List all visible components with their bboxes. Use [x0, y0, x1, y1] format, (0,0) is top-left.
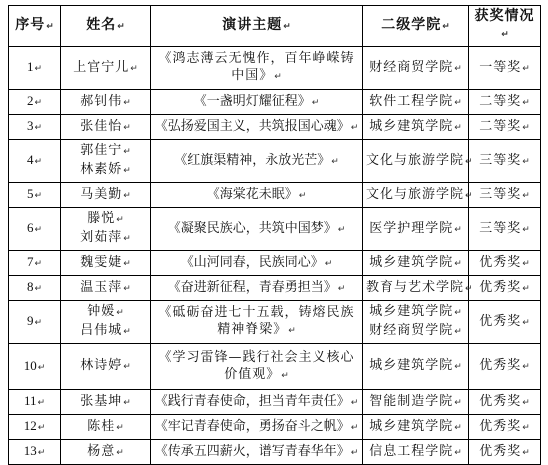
paragraph-mark: ↵	[522, 63, 530, 74]
paragraph-mark: ↵	[116, 447, 124, 458]
cell-topic	[151, 276, 363, 301]
speaker-name: 马美勤	[80, 186, 123, 202]
college-line	[366, 152, 473, 171]
table-row	[9, 115, 541, 140]
paragraph-mark: ↵	[522, 422, 530, 433]
college-name: 城乡建筑学院	[369, 304, 454, 319]
award-level: 优秀奖	[479, 393, 522, 409]
cell-college	[363, 251, 469, 276]
paragraph-mark: ↵	[454, 447, 462, 458]
speaker-name: 张佳怡	[80, 118, 123, 134]
row-number: 8	[26, 279, 34, 294]
college-line	[366, 393, 465, 412]
paragraph-mark: ↵	[117, 21, 125, 32]
speaker-name: 张基坤	[80, 393, 123, 409]
cell-number	[9, 47, 61, 90]
paragraph-mark: ↵	[123, 190, 131, 201]
paragraph-mark: ↵	[454, 258, 462, 269]
cell-number	[9, 276, 61, 301]
cell-college	[363, 140, 473, 183]
table-row	[9, 183, 541, 208]
paragraph-mark: ↵	[34, 64, 43, 74]
speaker-name: 郭佳宁	[80, 143, 123, 158]
paragraph-mark: ↵	[34, 123, 43, 133]
award-level: 二等奖	[479, 118, 522, 134]
cell-number	[9, 90, 61, 115]
row-number: 9	[26, 313, 34, 328]
college-name: 城乡建筑学院	[369, 118, 454, 134]
speech-topic: 《红旗渠精神，永放光芒》	[174, 152, 331, 168]
college-name: 文化与旅游学院	[366, 152, 465, 168]
paragraph-mark: ↵	[274, 72, 282, 82]
table-row	[9, 47, 541, 90]
table-row	[9, 140, 541, 183]
speech-topic: 《山河同春，民族同心》	[180, 254, 324, 270]
paragraph-mark: ↵	[337, 283, 346, 294]
table-row	[9, 344, 541, 390]
college-name: 城乡建筑学院	[369, 358, 454, 373]
college-line	[366, 322, 465, 341]
cell-award	[469, 415, 541, 440]
header-topic	[151, 6, 363, 47]
cell-college	[363, 344, 469, 390]
cell-award	[469, 115, 541, 140]
paragraph-mark: ↵	[123, 258, 131, 269]
name-line	[64, 254, 147, 273]
paragraph-mark: ↵	[123, 234, 131, 244]
name-line	[64, 93, 147, 112]
speech-topic: 《弘扬爱国主义，共筑报国心魂》	[154, 118, 350, 134]
header-award-label: 获奖情况	[474, 8, 535, 24]
paragraph-mark: ↵	[522, 258, 530, 269]
college-line	[366, 418, 465, 437]
name-line	[64, 357, 147, 376]
paragraph-mark: ↵	[350, 447, 359, 458]
cell-topic	[151, 301, 363, 344]
paragraph-mark: ↵	[34, 98, 43, 108]
row-number: 6	[26, 220, 34, 235]
header-topic-label: 演讲主题	[222, 16, 283, 33]
table-row	[9, 415, 541, 440]
speech-topic: 《牢记青春使命，勇扬奋斗之帆》	[154, 418, 350, 434]
paragraph-mark: ↵	[123, 166, 131, 176]
speech-topic: 《学习雷锋—践行社会主义核心价值观》	[158, 349, 355, 382]
cell-topic	[151, 47, 363, 90]
paragraph-mark: ↵	[465, 190, 473, 201]
cell-award	[469, 183, 541, 208]
college-name: 医学护理学院	[369, 220, 454, 236]
name-line	[64, 418, 147, 437]
paragraph-mark: ↵	[37, 448, 46, 458]
cell-award	[469, 251, 541, 276]
college-line	[366, 220, 465, 239]
cell-number	[9, 301, 61, 344]
paragraph-mark: ↵	[298, 190, 307, 201]
paragraph-mark: ↵	[522, 317, 530, 328]
cell-name	[61, 301, 151, 344]
cell-college	[363, 208, 469, 251]
cell-college	[363, 390, 469, 415]
speaker-name: 吕伟城	[80, 323, 123, 338]
speech-topic: 《传承五四薪火，谱写青春华年》	[154, 443, 350, 459]
table-row	[9, 390, 541, 415]
paragraph-mark: ↵	[34, 259, 43, 269]
award-level: 优秀奖	[479, 313, 522, 329]
speech-topic: 《凝聚民族心，共筑中国梦》	[167, 220, 337, 236]
college-name: 财经商贸学院	[369, 59, 454, 75]
cell-award	[469, 276, 541, 301]
awards-table	[8, 5, 541, 465]
paragraph-mark: ↵	[37, 398, 46, 408]
paragraph-mark: ↵	[283, 21, 291, 32]
award-level: 三等奖	[479, 152, 522, 168]
cell-college	[363, 183, 473, 208]
cell-topic	[151, 440, 363, 465]
cell-name	[61, 208, 151, 251]
paragraph-mark: ↵	[34, 191, 43, 201]
speech-topic: 《践行青春使命，担当青年责任》	[154, 393, 350, 409]
paragraph-mark: ↵	[337, 224, 346, 235]
college-name: 文化与旅游学院	[366, 186, 465, 202]
table-row	[9, 440, 541, 465]
paragraph-mark: ↵	[34, 157, 43, 167]
cell-name	[61, 415, 151, 440]
cell-college	[363, 440, 469, 465]
college-name: 教育与艺术学院	[366, 279, 465, 295]
speech-topic: 《奋进新征程，青春勇担当》	[167, 279, 337, 295]
cell-name	[61, 251, 151, 276]
college-line	[366, 303, 465, 322]
name-line	[64, 142, 147, 161]
paragraph-mark: ↵	[123, 97, 131, 108]
paragraph-mark: ↵	[454, 327, 462, 337]
college-line	[366, 279, 473, 298]
row-number: 5	[26, 186, 34, 201]
topic-block	[156, 304, 358, 340]
speaker-name: 滕悦	[87, 211, 116, 226]
paragraph-mark: ↵	[46, 21, 54, 32]
speech-topic: 《砥砺奋进七十五载，铸熔民族精神脊梁》	[158, 305, 355, 337]
name-line	[64, 229, 147, 248]
cell-number	[9, 208, 61, 251]
college-name: 财经商贸学院	[369, 323, 454, 338]
paragraph-mark: ↵	[311, 97, 320, 108]
name-line	[64, 322, 147, 341]
college-line	[366, 357, 465, 376]
cell-college	[363, 301, 469, 344]
cell-topic	[151, 140, 363, 183]
cell-topic	[151, 208, 363, 251]
award-level: 一等奖	[479, 59, 522, 75]
table-row	[9, 301, 541, 344]
name-line	[64, 118, 147, 137]
paragraph-mark: ↵	[522, 362, 530, 372]
cell-number	[9, 390, 61, 415]
row-number: 10	[23, 357, 37, 373]
cell-award	[469, 344, 541, 390]
college-line	[366, 93, 465, 112]
cell-award	[469, 90, 541, 115]
paragraph-mark: ↵	[522, 224, 530, 235]
cell-name	[61, 90, 151, 115]
paragraph-mark: ↵	[522, 190, 530, 201]
cell-topic	[151, 390, 363, 415]
paragraph-mark: ↵	[454, 122, 462, 133]
paragraph-mark: ↵	[34, 318, 43, 328]
name-line	[64, 210, 147, 229]
table-row	[9, 276, 541, 301]
paragraph-mark: ↵	[123, 283, 131, 294]
header-award	[469, 6, 541, 47]
cell-topic	[151, 415, 363, 440]
row-number: 12	[23, 418, 37, 433]
paragraph-mark: ↵	[522, 156, 530, 167]
award-level: 三等奖	[479, 220, 522, 236]
cell-award	[469, 440, 541, 465]
paragraph-mark: ↵	[37, 423, 46, 433]
paragraph-mark: ↵	[522, 283, 530, 294]
cell-topic	[151, 115, 363, 140]
paragraph-mark: ↵	[123, 147, 131, 157]
paragraph-mark: ↵	[116, 308, 124, 318]
paragraph-mark: ↵	[116, 215, 124, 225]
speech-topic: 《一盏明灯耀征程》	[193, 93, 311, 109]
paragraph-mark: ↵	[454, 362, 462, 372]
paragraph-mark: ↵	[522, 97, 530, 108]
topic-block	[156, 50, 358, 86]
paragraph-mark: ↵	[501, 30, 509, 40]
speech-topic: 《海棠花未眠》	[206, 186, 298, 202]
table-row	[9, 208, 541, 251]
name-line	[64, 443, 147, 462]
cell-name	[61, 344, 151, 390]
header-name	[61, 6, 151, 47]
paragraph-mark: ↵	[350, 422, 359, 433]
cell-number	[9, 140, 61, 183]
cell-award	[469, 47, 541, 90]
college-name: 城乡建筑学院	[369, 418, 454, 434]
cell-number	[9, 183, 61, 208]
header-college-label: 二级学院	[381, 16, 442, 33]
speaker-name: 陈桂	[87, 418, 116, 434]
college-name: 软件工程学院	[369, 93, 454, 109]
row-number: 4	[26, 152, 34, 167]
paragraph-mark: ↵	[288, 326, 296, 336]
paragraph-mark: ↵	[522, 122, 530, 133]
paragraph-mark: ↵	[34, 225, 43, 235]
cell-topic	[151, 183, 363, 208]
college-line	[366, 254, 465, 273]
cell-award	[469, 140, 541, 183]
cell-name	[61, 183, 151, 208]
paragraph-mark: ↵	[350, 397, 359, 408]
speaker-name: 钟媛	[87, 304, 116, 319]
paragraph-mark: ↵	[454, 224, 462, 235]
cell-number	[9, 115, 61, 140]
paragraph-mark: ↵	[522, 397, 530, 408]
paragraph-mark: ↵	[34, 284, 43, 294]
speaker-name: 杨意	[87, 443, 116, 459]
cell-name	[61, 115, 151, 140]
speaker-name: 上官宁儿	[73, 59, 130, 75]
college-name: 城乡建筑学院	[369, 254, 454, 270]
college-line	[366, 59, 465, 78]
header-number-label: 序号	[15, 16, 46, 33]
paragraph-mark: ↵	[123, 327, 131, 337]
topic-block	[156, 349, 358, 385]
header-college	[363, 6, 469, 47]
college-line	[366, 186, 473, 205]
cell-name	[61, 140, 151, 183]
paragraph-mark: ↵	[281, 370, 289, 381]
table-row	[9, 251, 541, 276]
cell-name	[61, 390, 151, 415]
name-line	[64, 161, 147, 180]
paragraph-mark: ↵	[123, 362, 131, 372]
header-row	[9, 6, 541, 47]
cell-name	[61, 276, 151, 301]
college-line	[366, 118, 465, 137]
paragraph-mark: ↵	[522, 447, 530, 458]
cell-college	[363, 47, 469, 90]
header-name-label: 姓名	[86, 16, 117, 33]
row-number: 2	[26, 93, 34, 108]
speaker-name: 林诗婷	[80, 358, 123, 373]
cell-name	[61, 440, 151, 465]
speaker-name: 郝钊伟	[80, 93, 123, 109]
award-level: 优秀奖	[479, 358, 522, 373]
paragraph-mark: ↵	[116, 422, 124, 433]
name-line	[64, 186, 147, 205]
cell-topic	[151, 90, 363, 115]
speaker-name: 林素娇	[80, 162, 123, 177]
paragraph-mark: ↵	[442, 21, 450, 32]
cell-award	[469, 390, 541, 415]
paragraph-mark: ↵	[324, 258, 333, 269]
row-number: 13	[23, 443, 37, 458]
cell-college	[363, 276, 473, 301]
cell-award	[469, 208, 541, 251]
speech-topic: 《鸿志薄云无愧作，百年峥嵘铸中国》	[158, 51, 355, 83]
paragraph-mark: ↵	[465, 156, 473, 167]
name-line	[64, 303, 147, 322]
award-level: 优秀奖	[479, 443, 522, 459]
row-number: 11	[23, 393, 37, 408]
paragraph-mark: ↵	[454, 308, 462, 318]
cell-college	[363, 90, 469, 115]
name-line	[64, 279, 147, 298]
award-level: 三等奖	[479, 186, 522, 202]
award-level: 优秀奖	[479, 279, 522, 295]
award-level: 优秀奖	[479, 418, 522, 434]
row-number: 3	[26, 118, 34, 133]
row-number: 7	[26, 254, 34, 269]
cell-topic	[151, 344, 363, 390]
paragraph-mark: ↵	[350, 122, 359, 133]
paragraph-mark: ↵	[130, 63, 138, 74]
cell-number	[9, 344, 61, 390]
paragraph-mark: ↵	[123, 122, 131, 133]
paragraph-mark: ↵	[454, 422, 462, 433]
speaker-name: 魏雯婕	[80, 254, 123, 270]
paragraph-mark: ↵	[454, 97, 462, 108]
cell-college	[363, 415, 469, 440]
name-line	[64, 59, 147, 78]
award-level: 二等奖	[479, 93, 522, 109]
college-name: 智能制造学院	[369, 393, 454, 409]
cell-number	[9, 440, 61, 465]
cell-number	[9, 251, 61, 276]
cell-number	[9, 415, 61, 440]
college-line	[366, 443, 465, 462]
paragraph-mark: ↵	[331, 156, 339, 167]
paragraph-mark: ↵	[37, 362, 46, 373]
paragraph-mark: ↵	[465, 283, 473, 294]
cell-award	[469, 301, 541, 344]
award-level: 优秀奖	[479, 254, 522, 270]
cell-name	[61, 47, 151, 90]
paragraph-mark: ↵	[454, 397, 462, 408]
table-row	[9, 90, 541, 115]
speaker-name: 刘茹萍	[80, 230, 123, 245]
paragraph-mark: ↵	[454, 63, 462, 74]
speaker-name: 温玉萍	[80, 279, 123, 295]
cell-college	[363, 115, 469, 140]
cell-topic	[151, 251, 363, 276]
name-line	[64, 393, 147, 412]
college-name: 信息工程学院	[369, 443, 454, 459]
header-number	[9, 6, 61, 47]
row-number: 1	[26, 59, 34, 74]
paragraph-mark: ↵	[123, 397, 131, 408]
